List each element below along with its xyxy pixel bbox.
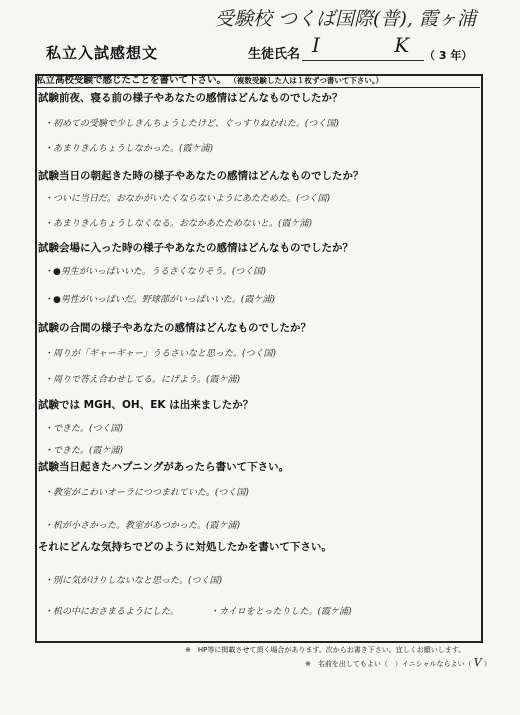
answer-2a: ・ついに当日だ。おなかがいたくならないようにあたためた。(つく国)	[44, 194, 331, 204]
question-1: 試験前夜、寝る前の様子やあなたの感情はどんなものでしたか？	[38, 92, 343, 104]
question-4: 試験の合間の様子やあなたの感情はどんなものでしたか？	[38, 322, 311, 334]
answer-4a: ・周りが「ギャーギャー」うるさいなと思った。(つく国)	[44, 349, 277, 359]
instructions	[36, 74, 480, 88]
answer-6a: ・教室がこわいオーラにつつまれていた。(つく国)	[44, 488, 249, 498]
grade: （ 3 年）	[424, 49, 473, 62]
answer-7b: ・机の中におさまるようにした。	[44, 607, 180, 617]
question-6: 試験当日起きたハプニングがあったら書いて下さい。	[38, 461, 290, 473]
student-name: I K	[312, 33, 444, 57]
answer-1b: ・あまりきんちょうしなかった。(霞ケ浦)	[44, 144, 214, 154]
instructions-note: （複数受験した人は１枚ずつ書いて下さい。）	[229, 76, 384, 85]
footer-close: ）	[483, 660, 491, 668]
school-note: 受験校 つくば国際(普), 霞ヶ浦	[215, 8, 476, 30]
question-2: 試験当日の朝起きた時の様子やあなたの感情はどんなものでしたか？	[38, 170, 364, 182]
answer-3a: ・●男生がいっぱいいた。うるさくなりそう。(つく国)	[44, 267, 266, 277]
question-3: 試験会場に入った時の様子やあなたの感情はどんなものでしたか？	[38, 242, 353, 254]
name-label: 生徒氏名	[248, 47, 301, 62]
answer-7a: ・別に気がけりしないなと思った。(つく国)	[44, 576, 223, 586]
form-title: 私立入試感想文	[46, 44, 159, 62]
footer-consent-label: ※ 名前を出してもよい（ ）イニシャルならよい（	[305, 660, 472, 668]
footer-checkmark: V	[473, 656, 482, 669]
answer-5b: ・できた。(霞ケ浦)	[44, 446, 124, 456]
question-5: 試験では MGH、OH、EK は出来ましたか？	[38, 399, 254, 411]
instructions-main: 私立高校受験で感じたことを書いて下さい。	[36, 75, 227, 86]
answer-4b: ・周りで答え合わせしてる。にげよう。(霞ケ浦)	[44, 375, 241, 385]
name-underline	[302, 60, 424, 61]
answer-2b: ・あまりきんちょうしなくなる。おなかあたためないと。(霞ケ浦)	[44, 219, 313, 229]
answer-5a: ・できた。(つく国)	[44, 424, 124, 434]
footer-note-2	[305, 656, 491, 669]
footer-note-1: ※ HP等に掲載させて頂く場合があります。次からお書き下さい。宜しくお願いします。	[185, 646, 466, 654]
answer-3b: ・●男性がいっぱいだ。野球部がいっぱいいた。(霞ケ浦)	[44, 295, 275, 305]
answer-7c: ・カイロをとったりした。(霞ケ浦)	[210, 607, 352, 617]
answer-1a: ・初めての受験で少しきんちょうしたけど、ぐっすりねむれた。(つく国)	[44, 119, 339, 129]
question-7: それにどんな気持ちでどのように対処したかを書いて下さい。	[38, 541, 332, 553]
answer-6b: ・机が小さかった。教室があつかった。(霞ケ浦)	[44, 521, 241, 531]
